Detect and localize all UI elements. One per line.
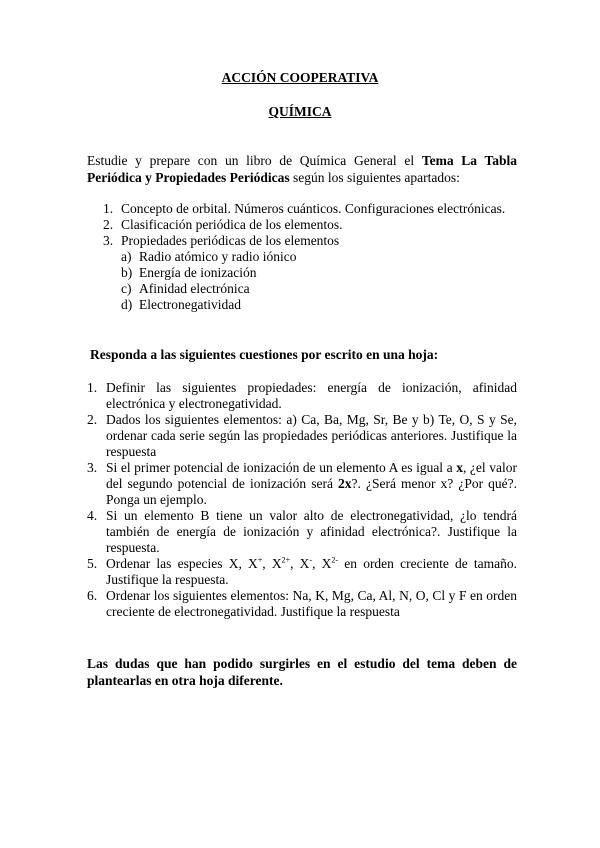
item-text: Concepto de orbital. Números cuánticos. Configuraciones electrónicas. — [121, 201, 506, 216]
list-item — [87, 460, 517, 508]
list-item — [103, 233, 517, 313]
item-number: 2. — [87, 412, 98, 427]
item-number: 3. — [103, 233, 114, 248]
item-text: Ordenar los siguientes elementos: Na, K, Mg, Ca, Al, N, O, Cl y F en orden creciente de electronegatividad. Justifique la respuesta — [106, 588, 517, 619]
charge-superscript: - — [309, 555, 313, 565]
item-text: Definir las siguientes propiedades: energía de ionización, afinidad electrónica y electronegatividad. — [106, 380, 517, 411]
intro-text-pre: Estudie y prepare con un libro de Química General el — [87, 153, 422, 168]
item-text: Energía de ionización — [139, 265, 257, 280]
responda-heading: Responda a las siguientes cuestiones por escrito en una hoja: — [90, 347, 439, 362]
list-item — [87, 380, 517, 412]
item-letter: c) — [121, 281, 132, 296]
charge-superscript: 2+ — [281, 555, 291, 565]
item-text: , ¿el valor del segundo potencial de ionización será — [106, 460, 517, 491]
item-text: Dados los siguientes elementos: a) Ca, Ba, Mg, Sr, Be y b) Te, O, S y Se, ordenar cada serie según las propiedades periódicas anteriores. Justifique la respuesta — [106, 412, 517, 459]
item-number: 5. — [87, 556, 98, 571]
topics-list — [103, 201, 517, 313]
questions-list — [87, 380, 517, 620]
item-number: 1. — [87, 380, 98, 395]
item-number: 6. — [87, 588, 98, 603]
item-text: , X — [312, 556, 332, 571]
list-item — [121, 249, 517, 265]
subject-title: QUÍMICA — [268, 104, 332, 119]
item-text: , X — [262, 556, 282, 571]
item-letter: b) — [121, 265, 133, 280]
item-text: Si el primer potencial de ionización de un elemento A es igual a — [106, 460, 457, 475]
variable-x: x — [456, 460, 463, 475]
variable-2x: 2x — [338, 476, 352, 491]
item-text: Si un elemento B tiene un valor alto de electronegatividad, ¿lo tendrá también de energía de ionización y afinidad electrónica?. Justifique la respuesta. — [106, 508, 517, 555]
intro-topic: Tema La Tabla Periódica y Propiedades Periódicas — [87, 153, 517, 185]
list-item — [87, 508, 517, 556]
subtopics-list — [121, 249, 517, 313]
list-item — [103, 217, 517, 233]
item-number: 3. — [87, 460, 98, 475]
item-number: 4. — [87, 508, 98, 523]
item-text: ?. ¿Será menor x? ¿Por qué?. Ponga un ejemplo. — [106, 476, 518, 507]
item-text: Afinidad electrónica — [139, 281, 250, 296]
charge-superscript: + — [257, 555, 263, 565]
list-item — [121, 265, 517, 281]
page-title: ACCIÓN COOPERATIVA — [221, 70, 379, 85]
item-text: Electronegatividad — [139, 297, 241, 312]
dudas-note: Las dudas que han podido surgirles en el estudio del tema deben de plantearlas en otra hoja diferente. — [87, 656, 517, 688]
list-item — [121, 281, 517, 297]
list-item — [103, 201, 517, 217]
list-item — [87, 412, 517, 460]
item-text: Clasificación periódica de los elementos. — [121, 217, 343, 232]
list-item — [121, 297, 517, 313]
item-text: Ordenar las especies X, X — [106, 556, 258, 571]
item-text: , X — [290, 556, 310, 571]
list-item — [87, 588, 517, 620]
list-item — [87, 556, 517, 588]
item-letter: a) — [121, 249, 132, 264]
item-number: 1. — [103, 201, 114, 216]
item-number: 2. — [103, 217, 114, 232]
item-text: en orden creciente de tamaño. Justifique la respuesta. — [106, 556, 518, 587]
charge-superscript: 2- — [331, 555, 339, 565]
intro-paragraph — [87, 152, 517, 186]
intro-text-post: según los siguientes apartados: — [289, 170, 460, 185]
item-text: Radio atómico y radio iónico — [139, 249, 297, 264]
item-text: Propiedades periódicas de los elementos — [121, 233, 340, 248]
item-letter: d) — [121, 297, 133, 312]
